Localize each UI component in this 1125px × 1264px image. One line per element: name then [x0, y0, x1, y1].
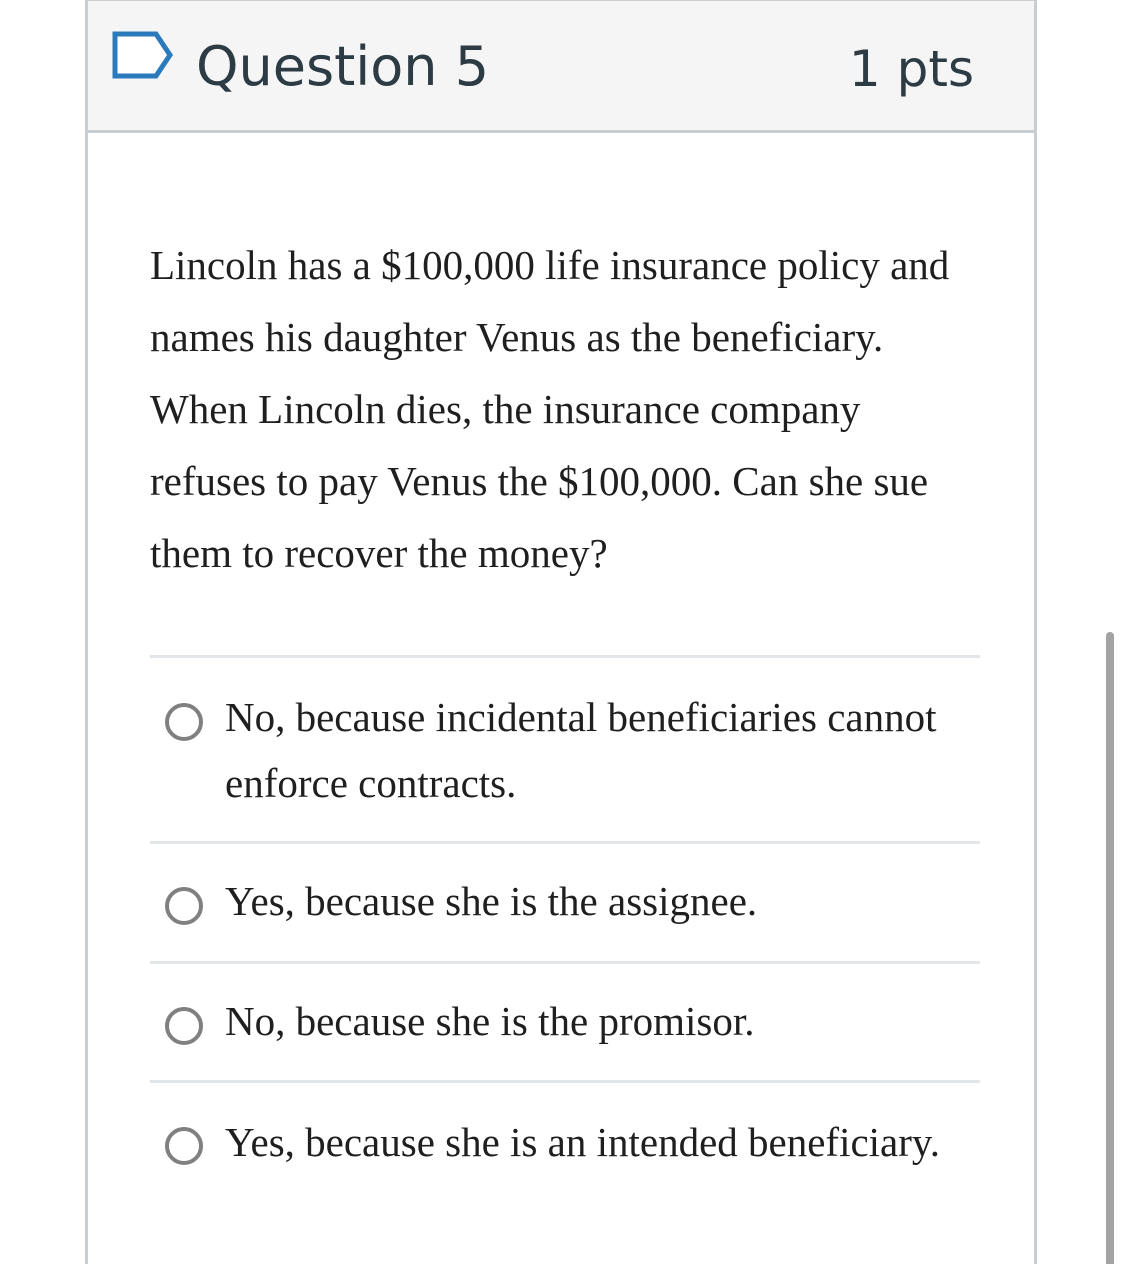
question-points: 1 pts — [848, 40, 974, 98]
answer-option[interactable] — [150, 841, 980, 961]
answer-label[interactable]: Yes, because she is the assignee. — [225, 878, 758, 924]
radio-button[interactable] — [165, 703, 203, 741]
question-text: Lincoln has a $100,000 life insurance policy and names his daughter Venus as the beneficiary. When Lincoln dies, the insurance company refuses to pay Venus the $100,000. Can she sue them to recover the money? — [150, 242, 950, 576]
question-title: Question 5 — [196, 35, 490, 98]
answer-option[interactable] — [150, 655, 980, 841]
answer-option[interactable] — [150, 961, 980, 1080]
bookmark-flag-icon[interactable] — [112, 31, 174, 79]
radio-button[interactable] — [165, 1007, 203, 1045]
scrollbar[interactable] — [1106, 632, 1114, 1264]
answer-list — [150, 655, 980, 1264]
radio-button[interactable] — [165, 887, 203, 925]
answer-label[interactable]: No, because incidental beneficiaries cannot enforce contracts. — [225, 694, 937, 806]
question-card — [85, 0, 1037, 1264]
question-header — [88, 1, 1034, 133]
answer-label[interactable]: Yes, because she is an intended beneficiary. — [225, 1119, 940, 1165]
answer-label[interactable]: No, because she is the promisor. — [225, 998, 755, 1044]
answer-option[interactable] — [150, 1080, 980, 1264]
radio-button[interactable] — [165, 1127, 203, 1165]
